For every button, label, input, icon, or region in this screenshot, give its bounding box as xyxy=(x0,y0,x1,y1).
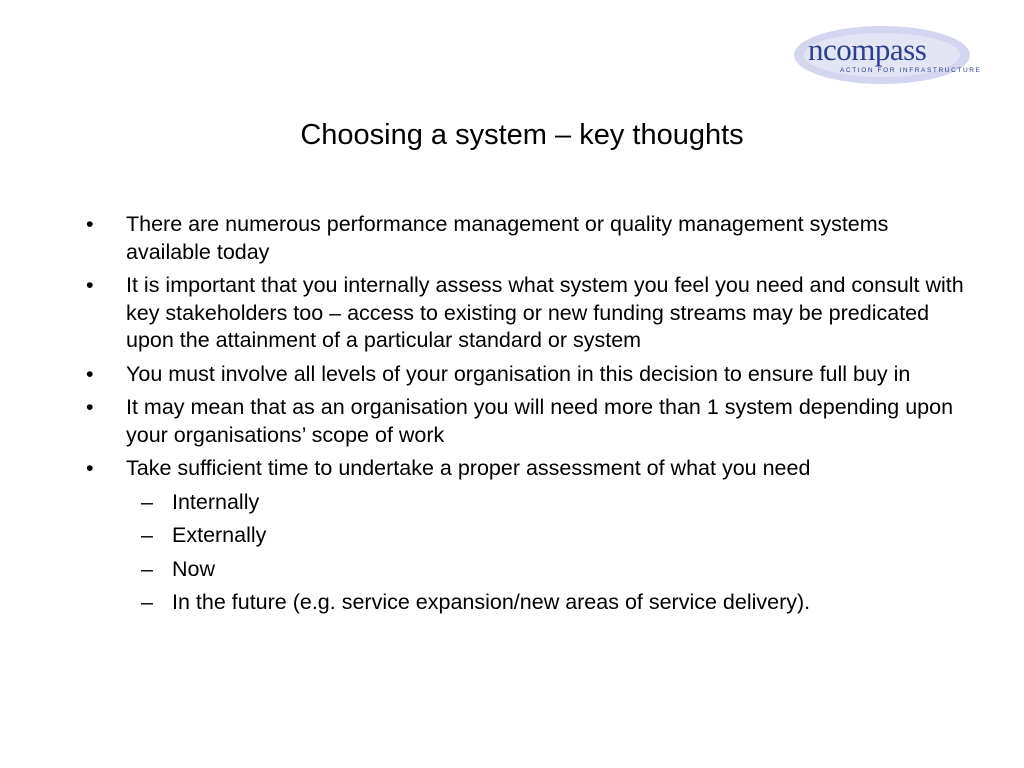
sub-bullet-text: In the future (e.g. service expansion/new areas of service delivery). xyxy=(172,590,811,614)
sub-bullet-marker: – xyxy=(141,489,153,514)
sub-bullet-marker: – xyxy=(141,590,153,614)
bullet-marker: • xyxy=(86,212,94,236)
sub-bullet-item xyxy=(84,522,964,550)
bullet-item xyxy=(84,361,964,389)
bullet-text: Take sufficient time to undertake a proper assessment of what you need xyxy=(126,456,811,480)
bullet-text: It may mean that as an organisation you will need more than 1 system depending upon your organisations’ scope of work xyxy=(126,395,954,447)
sub-bullet-text: Now xyxy=(172,556,216,581)
bullet-item xyxy=(84,455,964,483)
sub-bullet-marker: – xyxy=(141,556,153,581)
sub-bullet-marker: – xyxy=(141,523,153,547)
bullet-marker: • xyxy=(86,273,94,297)
logo-tagline: ACTION FOR INFRASTRUCTURE xyxy=(840,67,982,74)
slide-title: Choosing a system – key thoughts xyxy=(300,119,744,151)
sub-bullet-item xyxy=(84,489,964,517)
bullet-item xyxy=(84,272,964,355)
sub-bullet-item xyxy=(84,589,964,617)
bullet-marker: • xyxy=(86,395,94,419)
logo-wordmark: ncompass xyxy=(808,32,927,67)
bullet-text: There are numerous performance management or quality management systems available today xyxy=(126,212,889,264)
bullet-item xyxy=(84,211,964,266)
bullet-text: You must involve all levels of your organisation in this decision to ensure full buy in xyxy=(126,361,911,386)
sub-bullet-text: Externally xyxy=(172,523,267,547)
ncompass-logo xyxy=(790,24,980,88)
bullet-item xyxy=(84,394,964,449)
sub-bullet-text: Internally xyxy=(172,489,260,514)
bullet-text: It is important that you internally assess what system you feel you need and consult with key stakeholders too – access to existing or new funding streams may be predicated upon the attainment of a particular standard or system xyxy=(126,273,964,352)
sub-bullet-item xyxy=(84,556,964,584)
bullet-marker: • xyxy=(86,361,94,386)
bullet-marker: • xyxy=(86,456,94,480)
bullet-list xyxy=(84,211,964,623)
